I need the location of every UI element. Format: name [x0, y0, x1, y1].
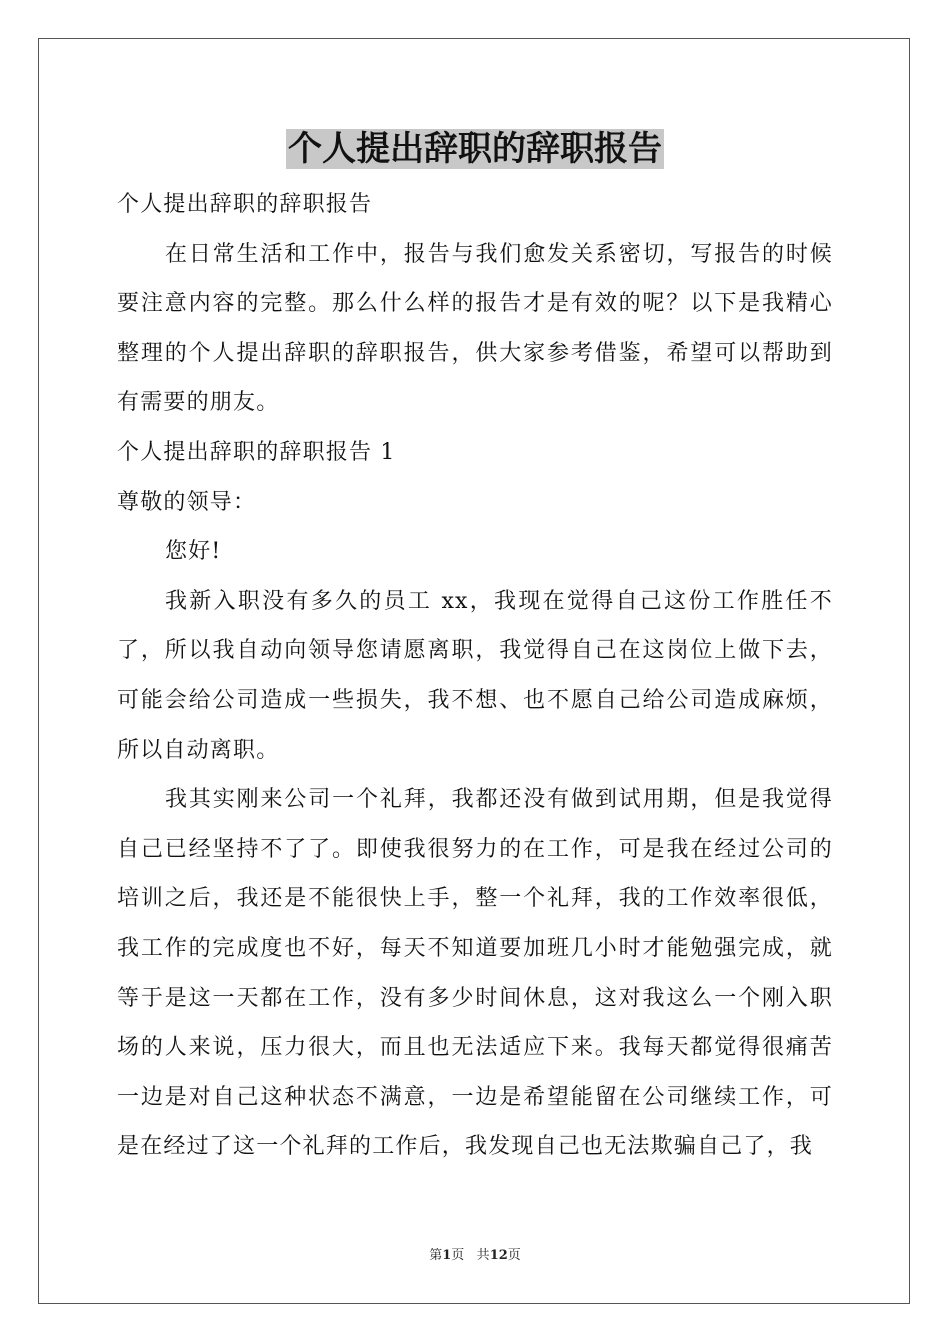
footer-total-prefix: 共 — [476, 1248, 490, 1263]
document-title — [0, 126, 950, 172]
document-body — [117, 180, 833, 1172]
section-heading: 个人提出辞职的辞职报告 1 — [117, 439, 396, 465]
footer-total-suffix: 页 — [507, 1248, 521, 1263]
greeting: 您好! — [165, 539, 222, 565]
page-footer — [0, 1247, 950, 1265]
footer-page-prefix: 第 — [429, 1248, 443, 1263]
body-paragraph-2: 我其实刚来公司一个礼拜，我都还没有做到试用期，但是我觉得自己已经坚持不了了。即使我很努力的在工作，可是我在经过公司的培训之后，我还是不能很快上手，整一个礼拜，我的工作效率很低，我工作的完成度也不好，每天不知道要加班几小时才能勉强完成，就等于是这一天都在工作，没有多少时间休息，这对我这么一个刚入职场的人来说，压力很大，而且也无法适应下来。我每天都觉得很痛苦一边是对自己这种状态不满意，一边是希望能留在公司继续工作，可是在经过了这一个礼拜的工作后，我发现自己也无法欺骗自己了，我 — [117, 787, 833, 1160]
body-paragraph-1: 我新入职没有多久的员工 xx，我现在觉得自己这份工作胜任不了，所以我自动向领导您请愿离职，我觉得自己在这岗位上做下去，可能会给公司造成一些损失，我不想、也不愿自己给公司造成麻烦，所以自动离职。 — [117, 588, 833, 763]
intro-paragraph: 在日常生活和工作中，报告与我们愈发关系密切，写报告的时候要注意内容的完整。那么什么样的报告才是有效的呢？以下是我精心整理的个人提出辞职的辞职报告，供大家参考借鉴，希望可以帮助到有需要的朋友。 — [117, 241, 833, 416]
footer-page-suffix: 页 — [451, 1248, 465, 1263]
footer-current-page: 1 — [442, 1248, 452, 1263]
subtitle-paragraph: 个人提出辞职的辞职报告 — [117, 192, 373, 217]
footer-total-pages: 12 — [489, 1248, 508, 1263]
salutation: 尊敬的领导： — [117, 489, 257, 515]
document-title-text: 个人提出辞职的辞职报告 — [288, 129, 662, 169]
